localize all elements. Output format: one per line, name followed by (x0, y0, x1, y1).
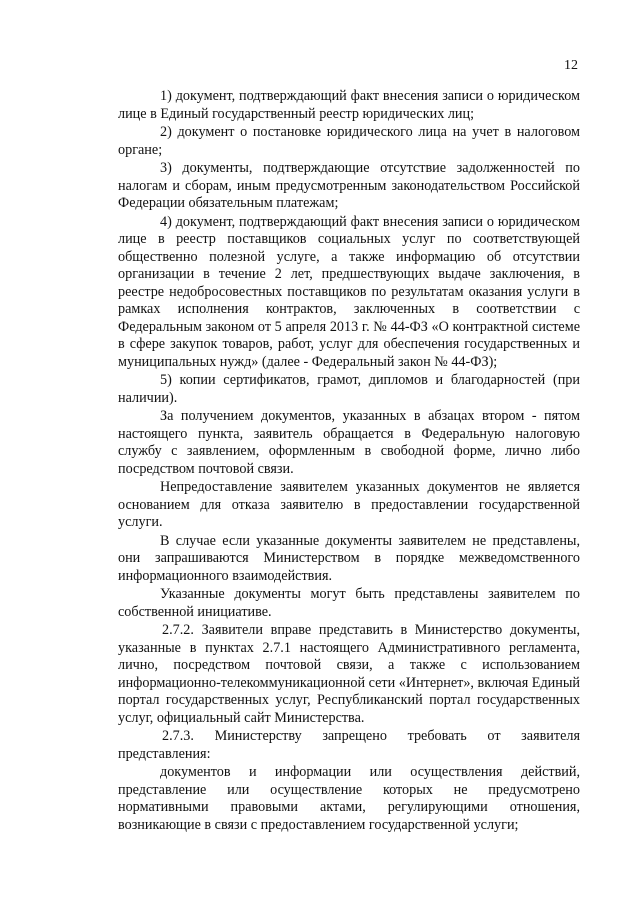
paragraph-2-7-3: 2.7.3. Министерству запрещено требовать от заявителя представления: (118, 728, 580, 762)
paragraph-item-4: 4) документ, подтверждающий факт внесения записи о юридическом лице в реестр поставщиков социальных услуг по соответствующей общественно полезной услуге, а также информацию об отсутствии организации в течение 2 лет, предшествующих выдаче заключения, в реестре недобросовестных поставщиков по результатам оказания услуги в рамках исполнения контрактов, заключенных в соответствии с Федеральным законом от 5 апреля 2013 г. № 44-ФЗ «О контрактной системе в сфере закупок товаров, работ, услуг для обеспечения государственных и муниципальных нужд» (далее - Федеральный закон № 44-ФЗ); (118, 213, 580, 370)
paragraph-item-1: 1) документ, подтверждающий факт внесения записи о юридическом лице в Единый государственный реестр юридических лиц; (118, 88, 580, 122)
paragraph-item-5: 5) копии сертификатов, грамот, дипломов и благодарностей (при наличии). (118, 372, 580, 406)
page-number: 12 (564, 58, 578, 73)
document-body (118, 88, 580, 835)
paragraph-obtaining-documents: За получением документов, указанных в абзацах втором - пятом настоящего пункта, заявитель обращается в Федеральную налоговую службу с заявлением, оформленным в свободной форме, лично либо посредством почтовой связи. (118, 408, 580, 477)
paragraph-2-7-2: 2.7.2. Заявители вправе представить в Министерство документы, указанные в пунктах 2.7.1 настоящего Административного регламента, лично, посредством почтовой связи, а также с использованием информационно-телекоммуникационной сети «Интернет», включая Единый портал государственных услуг, Республиканский портал государственных услуг, официальный сайт Министерства. (118, 622, 580, 726)
paragraph-non-submission: Непредоставление заявителем указанных документов не является основанием для отказа заявителю в предоставлении государственной услуги. (118, 479, 580, 530)
paragraph-own-initiative: Указанные документы могут быть представлены заявителем по собственной инициативе. (118, 586, 580, 620)
paragraph-interagency-request: В случае если указанные документы заявителем не представлены, они запрашиваются Министерством в порядке межведомственного информационного взаимодействия. (118, 532, 580, 584)
paragraph-item-3: 3) документы, подтверждающие отсутствие задолженностей по налогам и сборам, иным предусмотренным законодательством Российской Федерации обязательным платежам; (118, 160, 580, 211)
paragraph-item-2: 2) документ о постановке юридического лица на учет в налоговом органе; (118, 124, 580, 158)
paragraph-prohibited-requirements: документов и информации или осуществления действий, представление или осуществление которых не предусмотрено нормативными правовыми актами, регулирующими отношения, возникающие в связи с предоставлением государственной услуги; (118, 764, 580, 833)
